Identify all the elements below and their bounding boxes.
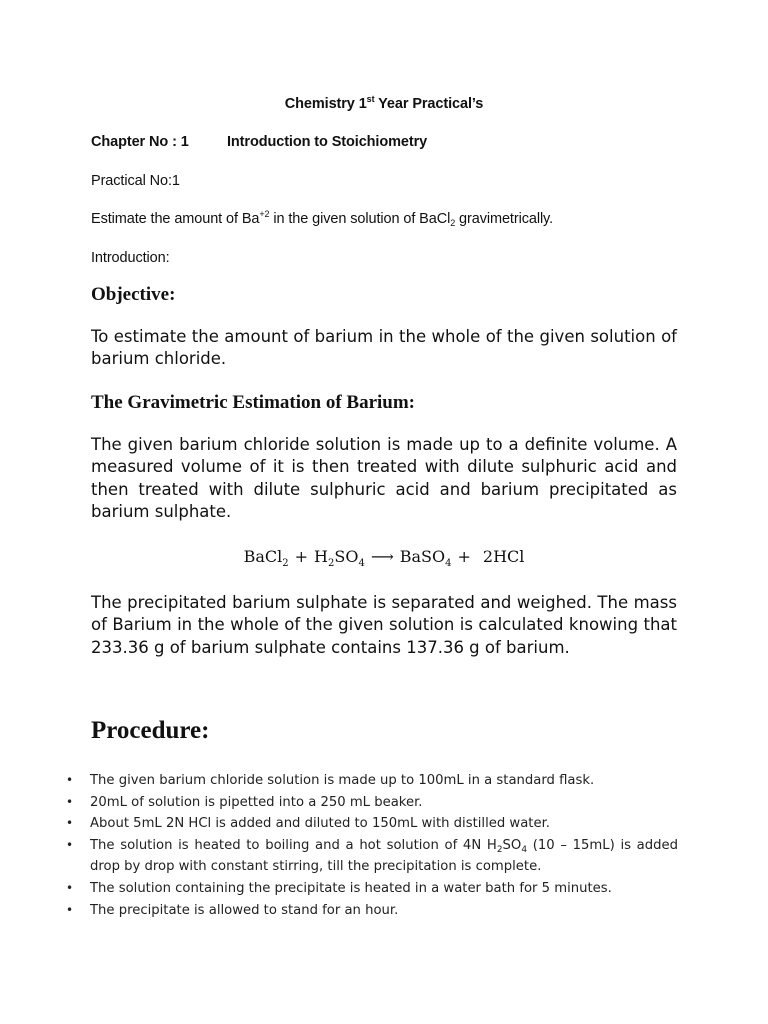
eq-arrow: ⟶ <box>370 547 394 566</box>
procedure-step <box>66 835 678 878</box>
procedure-step-text: The given barium chloride solution is made up to 100mL in a standard flask. <box>90 773 595 788</box>
procedure-heading: Procedure: <box>91 717 210 744</box>
page-title <box>0 94 768 114</box>
objective-heading: Objective: <box>91 284 176 305</box>
title-prefix: Chemistry 1 <box>284 96 367 112</box>
procedure-step <box>66 792 678 814</box>
bullet-icon: • <box>66 794 74 809</box>
objective-paragraph: To estimate the amount of barium in the whole of the given solution of barium chloride. <box>91 327 677 369</box>
gravimetric-heading: The Gravimetric Estimation of Barium: <box>91 392 416 413</box>
eq-reactant2a: H <box>314 547 328 566</box>
title-superscript: st <box>366 94 375 104</box>
aim-statement <box>91 209 553 229</box>
eq-product2: 2HCl <box>482 547 525 566</box>
procedure-step <box>66 770 678 792</box>
eq-reactant2-sub1: 2 <box>327 558 335 569</box>
procedure-step-text: 20mL of solution is pipetted into a 250 mL beaker. <box>90 794 423 810</box>
bullet-icon: • <box>66 816 74 831</box>
chapter-title: Introduction to Stoichiometry <box>227 134 428 150</box>
eq-product1: BaSO <box>399 547 446 566</box>
eq-plus1: + <box>294 547 309 566</box>
procedure-step-subscript: 4 <box>521 844 528 855</box>
procedure-step-text: The solution containing the precipitate is heated in a water bath for 5 minutes. <box>90 880 612 896</box>
procedure-step <box>66 878 678 900</box>
chapter-line <box>91 132 428 152</box>
eq-reactant1: BaCl <box>243 547 283 566</box>
procedure-list <box>66 770 678 921</box>
eq-reactant2b: SO <box>334 547 359 566</box>
bullet-icon: • <box>66 880 74 895</box>
aim-part2: in the given solution of BaCl <box>269 211 451 227</box>
procedure-step <box>66 900 678 922</box>
precipitate-paragraph: The precipitated barium sulphate is separated and weighed. The mass of Barium in the whole of the given solution is calculated knowing that 233.36 g of barium sulphate contains 137.36 g of barium. <box>91 593 677 657</box>
eq-reactant2-sub2: 4 <box>358 558 365 569</box>
gravimetric-paragraph: The given barium chloride solution is made up to a definite volume. A measured volume of it is then treated with dilute sulphuric acid and then treated with dilute sulphuric acid and barium precipitated as barium sulphate. <box>91 435 677 521</box>
procedure-step-text: SO <box>502 837 522 853</box>
procedure-step-subscript: 2 <box>496 844 503 855</box>
aim-part3: gravimetrically. <box>455 211 554 227</box>
aim-superscript: +2 <box>259 209 270 219</box>
eq-product1-sub: 4 <box>445 558 452 569</box>
aim-part1: Estimate the amount of Ba <box>91 211 260 227</box>
procedure-step <box>66 813 678 835</box>
chemical-equation <box>0 545 768 569</box>
procedure-step-text: The solution is heated to boiling and a hot solution of 4N H <box>90 837 497 853</box>
eq-reactant1-sub: 2 <box>282 558 289 569</box>
procedure-step-text: The precipitate is allowed to stand for an hour. <box>90 902 399 918</box>
practical-label: Practical No:1 <box>91 173 180 189</box>
aim-subscript: 2 <box>450 218 456 228</box>
bullet-icon: • <box>66 773 74 787</box>
title-suffix: Year Practical’s <box>374 96 484 112</box>
introduction-label: Introduction: <box>91 250 170 266</box>
eq-plus2: + <box>457 547 471 566</box>
procedure-step-text: About 5mL 2N HCl is added and diluted to 150mL with distilled water. <box>90 816 550 832</box>
bullet-icon: • <box>66 902 74 917</box>
procedure-step-text: (10 – 15mL) is added drop by drop with constant stirring, till the precipitation is complete. <box>90 837 678 875</box>
bullet-icon: • <box>66 837 74 852</box>
chapter-label: Chapter No : 1 <box>91 134 189 150</box>
